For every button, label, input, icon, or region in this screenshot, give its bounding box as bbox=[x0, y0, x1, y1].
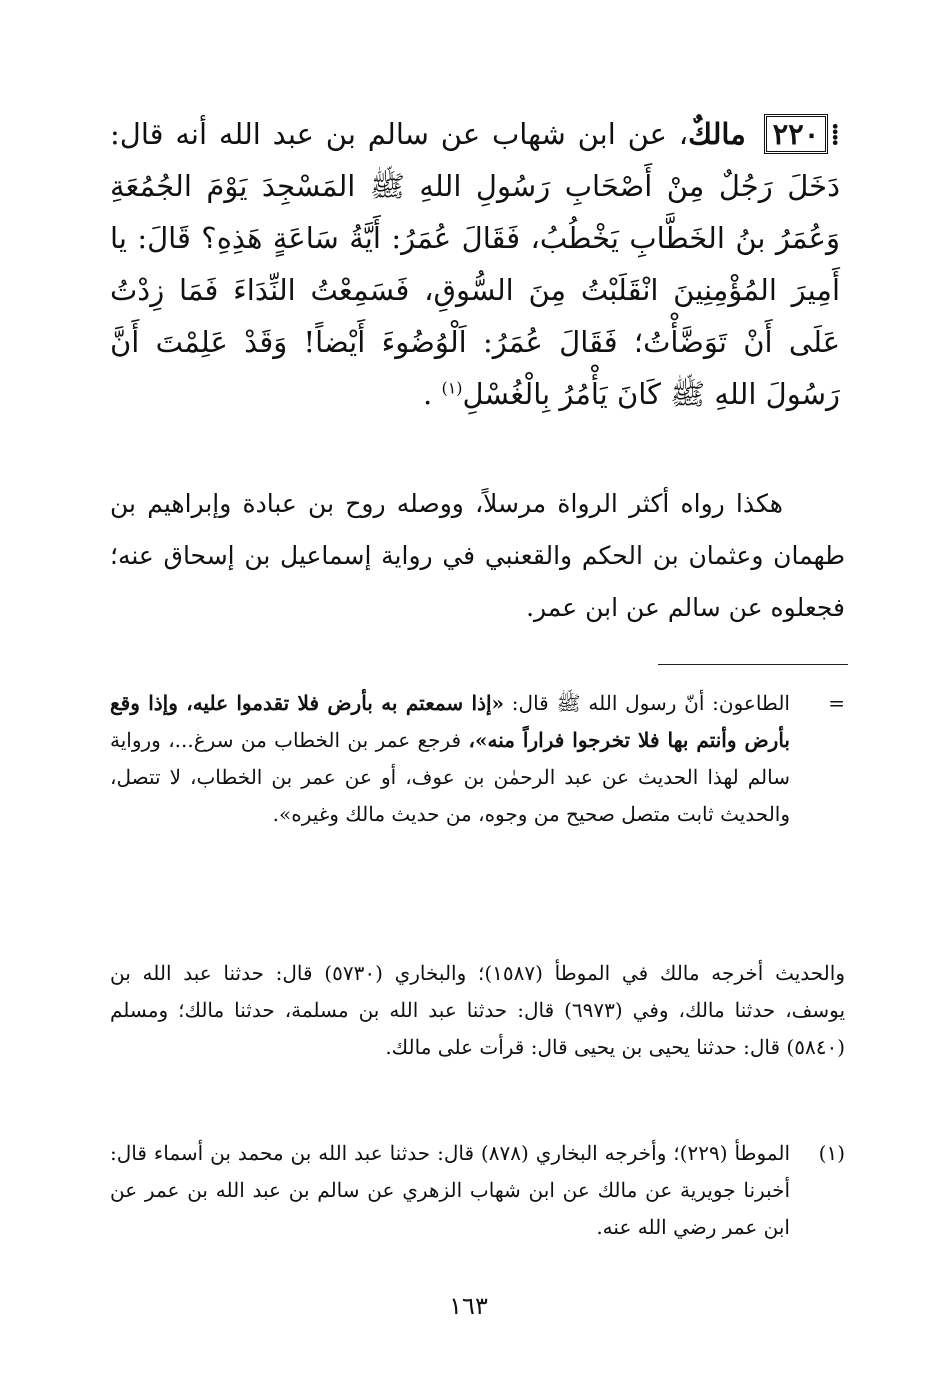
commentary-text: هكذا رواه أكثر الرواة مرسلاً، ووصله روح بن عبادة وإبراهيم بن طهمان وعثمان بن الحكم والقعنبي في رواية إسماعيل بن إسحاق عنه؛ فجعلوه عن سالم عن ابن عمر. bbox=[110, 489, 845, 622]
number-ornament: ⁞ bbox=[830, 117, 841, 151]
footnote-divider bbox=[658, 664, 848, 665]
hadith-end: . bbox=[423, 377, 442, 411]
footnote-sources-text: والحديث أخرجه مالك في الموطأ (١٥٨٧)؛ والبخاري (٥٧٣٠) قال: حدثنا عبد الله بن يوسف، حدثنا مالك، وفي (٦٩٧٣) قال: حدثنا عبد الله بن مسلمة، حدثنا مالك؛ ومسلم (٥٨٤٠) قال: حدثنا يحيى بن يحيى قال: قرأت على مالك. bbox=[110, 961, 846, 1059]
hadith-narrator: مالكٌ bbox=[688, 117, 746, 151]
hadith-block bbox=[110, 108, 840, 420]
hadith-text: دَخَلَ رَجُلٌ مِنْ أَصْحَابِ رَسُولِ اللهِ ﷺ المَسْجِدَ يَوْمَ الجُمُعَةِ وَعُمَرُ بنُ الخَطَّابِ يَخْطُبُ، فَقَالَ عُمَرُ: أَيَّةُ سَاعَةٍ هَذِهِ؟ قَالَ: يا أَمِيرَ المُؤْمِنِينَ انْقَلَبْتُ مِنَ السُّوقِ، فَسَمِعْتُ النِّدَاءَ فَمَا زِدْتُ عَلَى أَنْ تَوَضَّأْتُ؛ فَقَالَ عُمَرُ: اَلْوُضُوءَ أَيْضاً! وَقَدْ عَلِمْتَ أَنَّ رَسُولَ اللهِ ﷺ كَانَ يَأْمُرُ بِالْغُسْلِ bbox=[110, 169, 840, 411]
footnote-1-text: الموطأ (٢٢٩)؛ وأخرجه البخاري (٨٧٨) قال: حدثنا عبد الله بن محمد بن أسماء قال: أخبرنا جويرية عن مالك عن ابن شهاب الزهري عن سالم بن عبد الله بن عمر عن ابن عمر رضي الله عنه. bbox=[110, 1141, 790, 1239]
footnote-continued-body bbox=[110, 685, 790, 833]
footnote-text-a: الطاعون: أنّ رسول الله ﷺ قال: bbox=[504, 691, 790, 715]
page-number: ١٦٣ bbox=[449, 1292, 488, 1320]
hadith-number: ٢٢٠ bbox=[764, 114, 829, 154]
footnote-1-marker: (١) bbox=[818, 1141, 845, 1165]
continuation-marker: = bbox=[828, 691, 845, 715]
hadith-chain: ، عن ابن شهاب عن سالم بن عبد الله أنه قال: bbox=[110, 117, 689, 151]
footnote-text-b: فرجع عمر بن الخطاب من سرغ...، ورواية سالم لهذا الحديث عن عبد الرحمٰن بن عوف، أو عن عمر بن الخطاب، لا تتصل، والحديث ثابت متصل صحيح من وجوه، من حديث مالك وغيره». bbox=[110, 728, 790, 826]
footnote-quote: «إذا سمعتم به بأرض فلا تقدموا عليه، وإذا وقع بأرض وأنتم بها فلا تخرجوا فراراً منه»، bbox=[110, 691, 790, 752]
footnote-sources bbox=[110, 955, 845, 1066]
commentary-paragraph bbox=[110, 478, 845, 634]
footnote-reference: (١) bbox=[441, 378, 463, 398]
footnote-continued bbox=[110, 685, 845, 833]
footnote-1 bbox=[110, 1135, 845, 1246]
